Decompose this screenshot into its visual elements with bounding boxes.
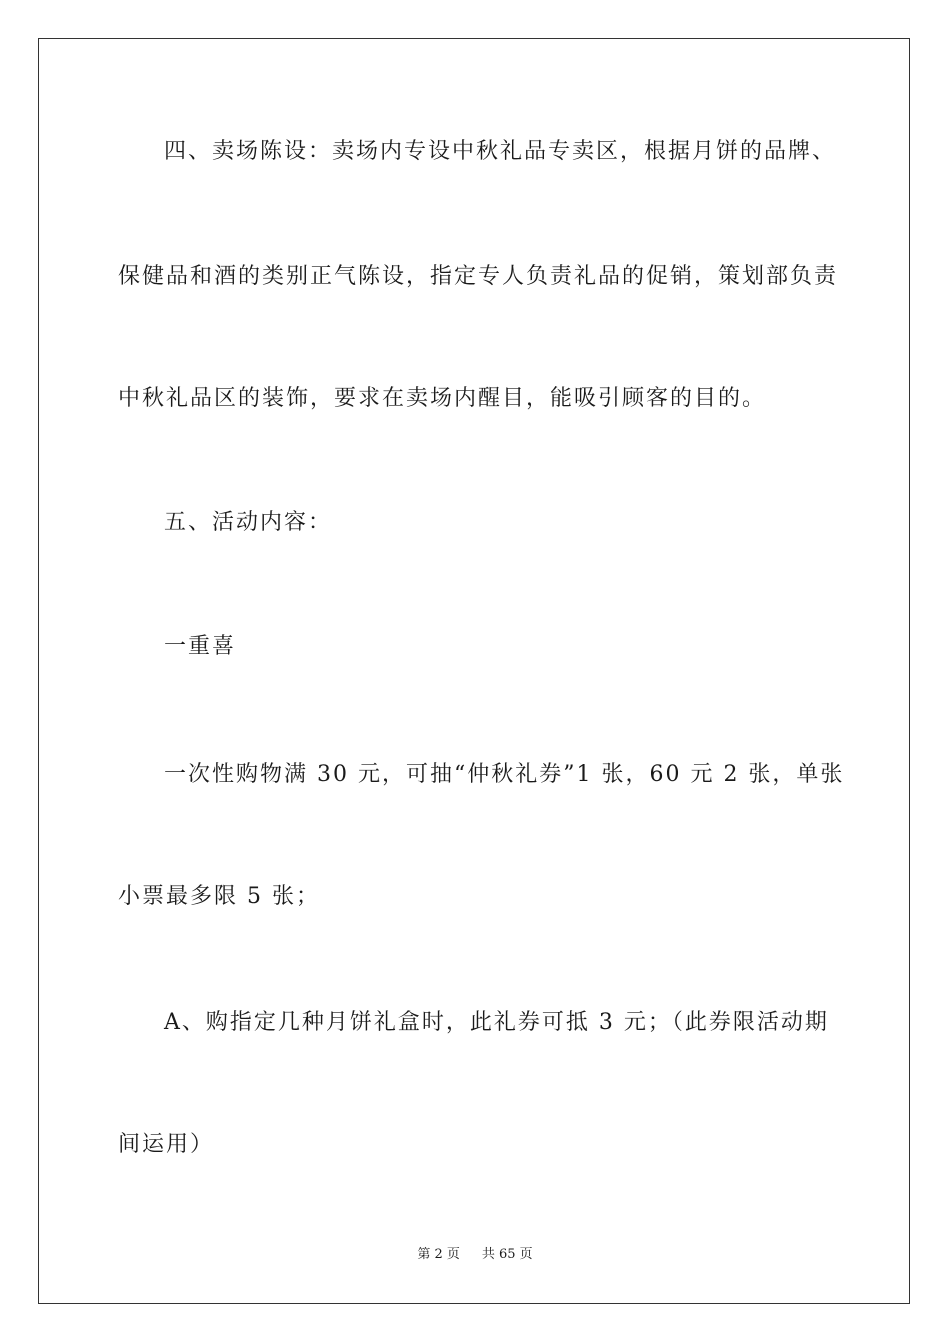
section-heading-activities: 五、活动内容： <box>164 510 333 535</box>
page-border <box>38 38 910 1304</box>
paragraph-line-1: 四、卖场陈设：卖场内专设中秋礼品专卖区，根据月饼的品牌、 <box>164 139 837 164</box>
page-footer <box>0 1246 950 1264</box>
subheading-first-joy: 一重喜 <box>164 634 237 659</box>
paragraph-line-2: 保健品和酒的类别正气陈设，指定专人负责礼品的促销，策划部负责 <box>118 264 839 289</box>
paragraph-line-8: A、购指定几种月饼礼盒时，此礼券可抵 3 元；（此券限活动期 <box>164 1010 829 1035</box>
paragraph-line-9: 间运用） <box>118 1132 215 1157</box>
paragraph-line-3: 中秋礼品区的装饰，要求在卖场内醒目，能吸引顾客的目的。 <box>118 386 767 411</box>
total-pages: 共 65 页 <box>481 1247 533 1262</box>
paragraph-line-6: 一次性购物满 30 元，可抽“仲秋礼券”1 张，60 元 2 张，单张 <box>164 762 845 787</box>
paragraph-line-7: 小票最多限 5 张； <box>118 884 320 909</box>
page-number: 第 2 页 <box>417 1247 460 1262</box>
